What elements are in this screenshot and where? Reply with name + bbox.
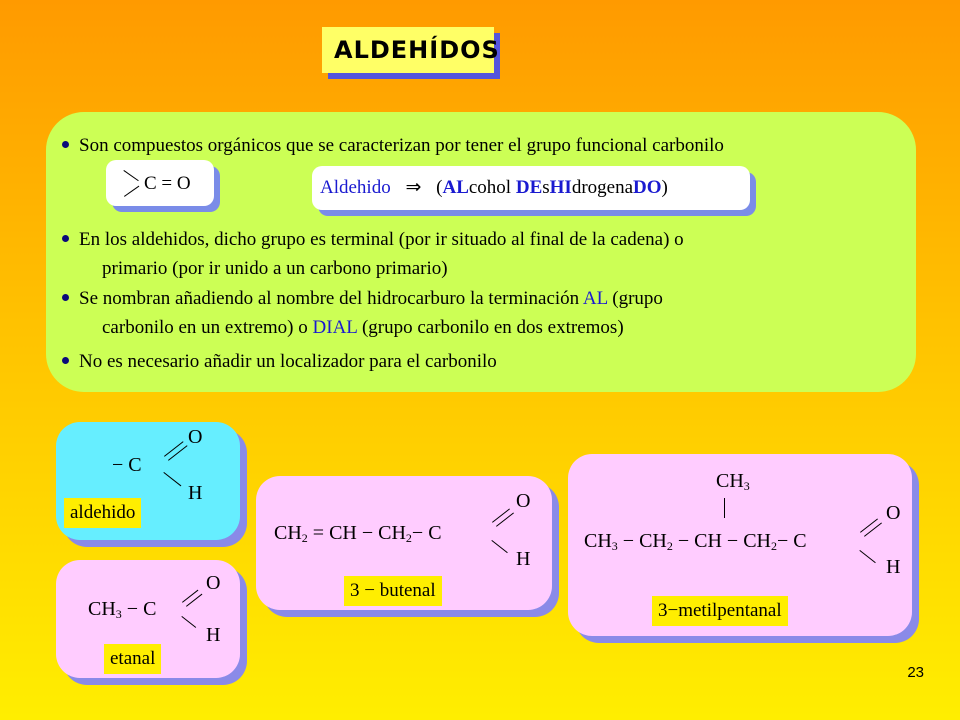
suffix-al: AL: [582, 288, 608, 309]
etymology-word: Aldehido: [320, 177, 391, 198]
bullet-3-text-2a: carbonilo en un extremo) o: [102, 317, 308, 338]
hydrogen-label: H: [516, 548, 531, 570]
implies-arrow: ⇒: [405, 177, 422, 198]
branch-bond-line: [724, 498, 725, 518]
bullet-2-wrap: [62, 228, 684, 252]
paren-open: (: [436, 177, 443, 198]
bullet-dot: [62, 235, 69, 242]
bullet-2-text-1: En los aldehidos, dicho grupo es terminal (por ir situado al final de la cadena) o: [79, 229, 684, 250]
chain-sub: 2: [666, 539, 673, 553]
methyl-sub: 3: [743, 479, 750, 493]
hydrogen-label: H: [206, 624, 221, 646]
chain-part: − CH − CH: [672, 530, 771, 552]
etym-drogena: drogena: [571, 177, 634, 198]
etym-de: DE: [515, 177, 543, 198]
carbonyl-formula: C = O: [144, 173, 191, 194]
methyl-branch: [716, 470, 750, 492]
double-bond-line: [182, 590, 198, 603]
etanal-rest: − C: [121, 598, 157, 620]
butenal-formula: [274, 522, 442, 544]
oxygen-label: O: [206, 572, 221, 594]
etanal-sub: 3: [115, 607, 122, 621]
etanal-label: etanal: [104, 644, 161, 674]
aldehido-label: aldehido: [64, 498, 141, 528]
double-bond-line: [496, 512, 514, 526]
bullet-4: [62, 350, 497, 374]
suffix-dial: DIAL: [312, 317, 358, 338]
butenal-label: 3 − butenal: [344, 576, 442, 606]
bond-line: [123, 170, 138, 181]
bullet-1-text: Son compuestos orgánicos que se caracterizan por tener el grupo funcional carbonilo: [79, 135, 724, 156]
butenal-part: CH: [274, 522, 302, 544]
single-bond-line: [859, 550, 875, 563]
hydrogen-label: H: [886, 556, 901, 578]
chain-part: CH: [584, 530, 612, 552]
carbonyl-group-box: [106, 160, 214, 206]
page-number: 23: [907, 664, 924, 681]
paren-close: ): [661, 177, 668, 198]
chain-sub: 2: [770, 539, 777, 553]
chain-part: − CH: [617, 530, 667, 552]
bullet-2-line-1: [62, 228, 900, 252]
etanal-card: [56, 560, 240, 678]
bullet-4-text: No es necesario añadir un localizador para el carbonilo: [79, 351, 497, 372]
bullet-3-line-2: [102, 316, 624, 340]
etym-do: DO: [633, 177, 662, 198]
double-bond-line: [864, 522, 882, 536]
double-bond-line: [168, 445, 188, 461]
bullet-3-text-1a: Se nombran añadiendo al nombre del hidrocarburo la terminación: [79, 288, 580, 309]
chain-sub: 3: [611, 539, 618, 553]
bullet-2-text-2: primario (por ir unido a un carbono primario): [102, 258, 448, 279]
aldehyde-group-card: [56, 422, 240, 540]
carbon-label: − C: [112, 454, 142, 476]
methyl-ch: CH: [716, 470, 744, 492]
etym-al: AL: [442, 177, 469, 198]
etymology-box: [312, 166, 750, 210]
etanal-formula: [88, 598, 156, 620]
bullet-1: [62, 134, 724, 158]
butenal-part: = CH − CH: [307, 522, 406, 544]
single-bond-line: [181, 616, 196, 628]
butenal-part: − C: [411, 522, 442, 544]
hydrogen-label: H: [188, 482, 203, 504]
bullet-3-line-1: [62, 287, 900, 311]
oxygen-label: O: [188, 426, 203, 448]
bullet-dot: [62, 357, 69, 364]
etym-cohol: cohol: [468, 177, 516, 198]
bond-line: [124, 186, 139, 197]
etym-s: s: [542, 177, 550, 198]
etanal-ch: CH: [88, 598, 116, 620]
bullet-3-text-1b: (grupo: [612, 288, 663, 309]
single-bond-line: [491, 540, 507, 553]
bullet-3-text-2b: (grupo carbonilo en dos extremos): [361, 317, 624, 338]
butenal-sub: 2: [301, 531, 308, 545]
oxygen-label: O: [886, 502, 901, 524]
butenal-sub: 2: [405, 531, 412, 545]
bullet-dot: [62, 294, 69, 301]
oxygen-label: O: [516, 490, 531, 512]
single-bond-line: [163, 472, 181, 486]
butenal-card: [256, 476, 552, 610]
metilpentanal-formula: [584, 530, 807, 552]
etym-hi: HI: [549, 177, 572, 198]
bullet-dot: [62, 141, 69, 148]
chain-part: − C: [776, 530, 807, 552]
metilpentanal-label: 3−metilpentanal: [652, 596, 788, 626]
metilpentanal-card: [568, 454, 912, 636]
slide-title: ALDEHÍDOS: [322, 27, 494, 73]
